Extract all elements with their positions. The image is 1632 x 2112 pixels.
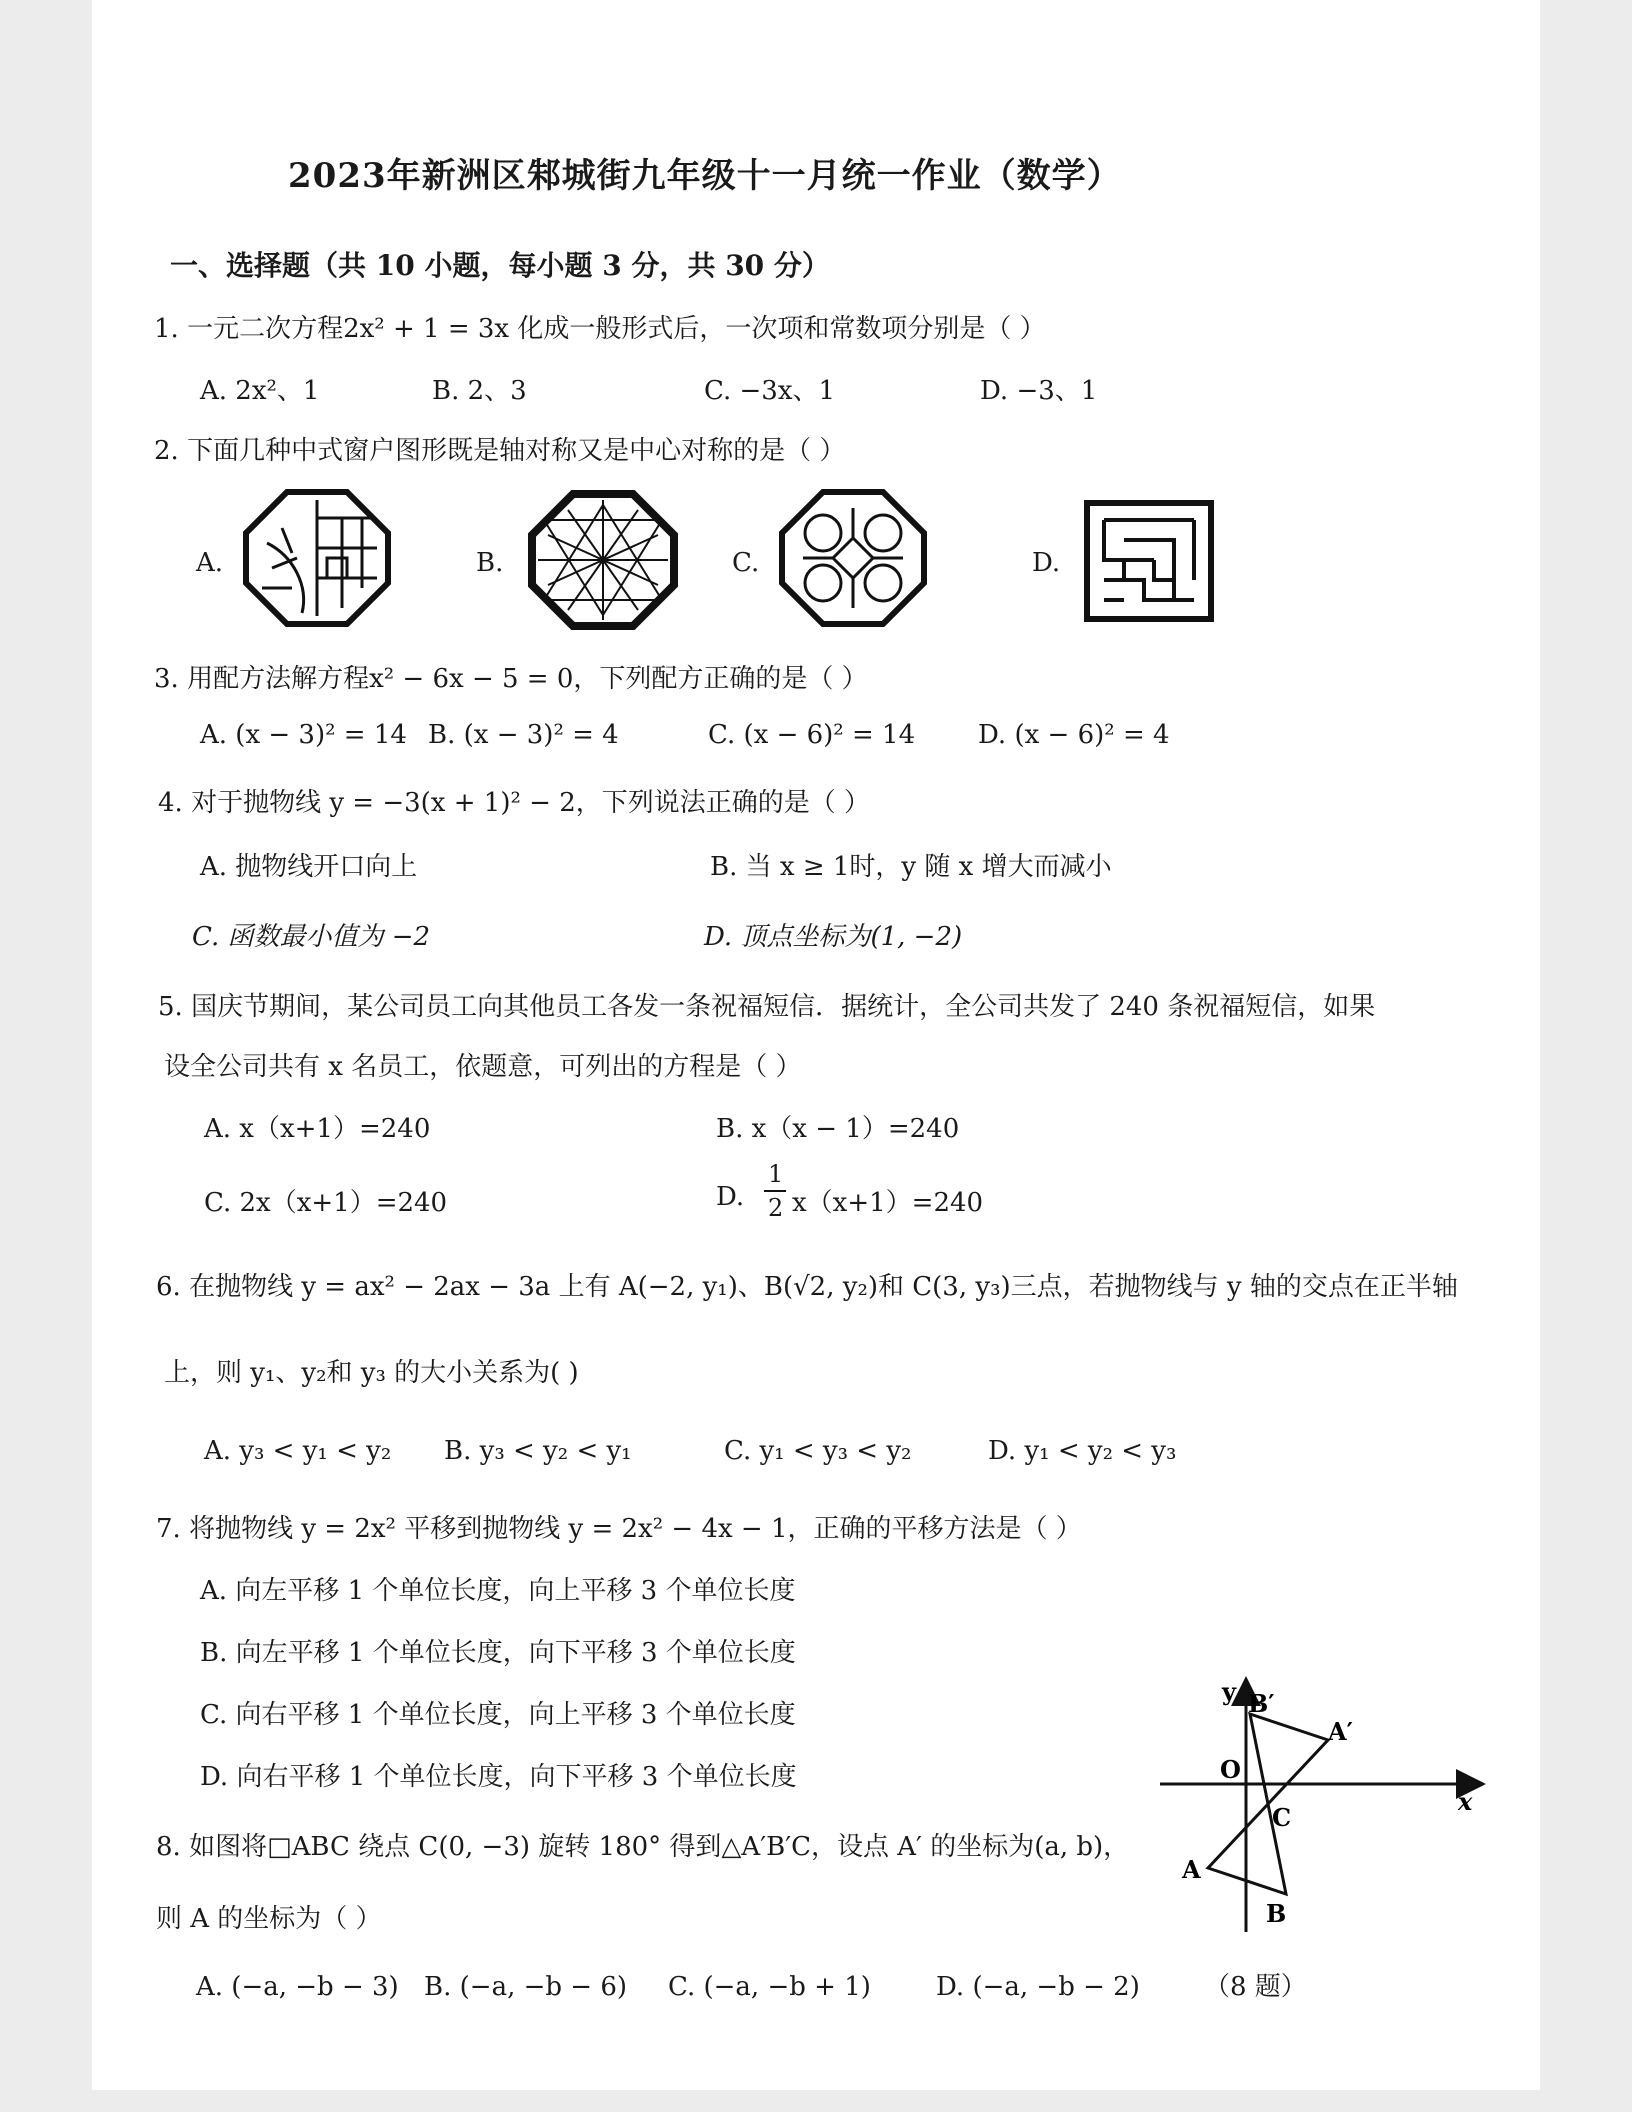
- label-a: A: [1182, 1855, 1201, 1884]
- question-6-option-a: A. y₃ < y₁ < y₂: [204, 1436, 392, 1466]
- window-c-figure: [778, 488, 928, 628]
- window-b-figure: [528, 490, 678, 630]
- page-title: 2023年新洲区邾城街九年级十一月统一作业（数学）: [288, 156, 1122, 196]
- section-heading: 一、选择题（共 10 小题，每小题 3 分，共 30 分）: [170, 249, 830, 282]
- question-7-option-c: C. 向右平移 1 个单位长度，向上平移 3 个单位长度: [200, 1700, 796, 1730]
- question-3-option-a: A. (x − 3)² = 14: [200, 720, 407, 750]
- question-8-option-b: B. (−a, −b − 6): [424, 1972, 628, 2002]
- question-4-option-d: D. 顶点坐标为(1, −2): [704, 922, 963, 952]
- question-5-fraction-numerator: 1: [768, 1160, 784, 1188]
- question-8-stem: 8. 如图将□ABC 绕点 C(0, −3) 旋转 180° 得到△A′B′C，设点 A′ 的坐标为(a, b)，: [156, 1832, 1130, 1862]
- question-1-stem: 1. 一元二次方程2x² + 1 = 3x 化成一般形式后，一次项和常数项分别是（ ）: [154, 314, 1046, 344]
- question-1-option-d: D. −3、1: [980, 376, 1098, 406]
- question-3-option-b: B. (x − 3)² = 4: [428, 720, 619, 750]
- triangle-a-prime-b-prime-c: [1250, 1714, 1328, 1804]
- question-2-option-a: A.: [196, 548, 224, 578]
- question-8-option-d: D. (−a, −b − 2): [936, 1972, 1140, 2002]
- question-6-stem: 6. 在抛物线 y = ax² − 2ax − 3a 上有 A(−2, y₁)、B(√2, y₂)和 C(3, y₃)三点，若抛物线与 y 轴的交点在正半轴: [156, 1272, 1458, 1302]
- question-5-fraction-denominator: 2: [768, 1194, 784, 1222]
- question-5-stem-line2: 设全公司共有 x 名员工，依题意，可列出的方程是（ ）: [164, 1052, 802, 1082]
- label-b: B: [1266, 1899, 1287, 1928]
- question-3-option-d: D. (x − 6)² = 4: [978, 720, 1170, 750]
- question-6-option-d: D. y₁ < y₂ < y₃: [988, 1436, 1177, 1466]
- question-8-option-c: C. (−a, −b + 1): [668, 1972, 871, 2002]
- question-4-option-c: C. 函数最小值为 −2: [192, 922, 431, 952]
- figure-8-caption: （8 题）: [1204, 1972, 1307, 2002]
- question-6-option-c: C. y₁ < y₃ < y₂: [724, 1436, 912, 1466]
- question-8-stem-line2: 则 A 的坐标为（ ）: [156, 1904, 382, 1934]
- question-3-option-c: C. (x − 6)² = 14: [708, 720, 916, 750]
- window-d-figure: [1084, 500, 1214, 622]
- window-a-figure: [242, 488, 392, 628]
- worksheet-page: [92, 0, 1540, 2090]
- question-1-option-b: B. 2、3: [432, 376, 527, 406]
- label-y: y: [1222, 1677, 1236, 1706]
- question-5-fraction-bar: [764, 1190, 786, 1192]
- question-8-figure: [1152, 1676, 1492, 1946]
- question-2-option-d: D.: [1032, 548, 1061, 578]
- label-x: x: [1458, 1787, 1473, 1816]
- question-7-option-a: A. 向左平移 1 个单位长度，向上平移 3 个单位长度: [200, 1576, 796, 1606]
- question-5-option-d: D.: [716, 1182, 745, 1212]
- label-b-prime: B′: [1248, 1689, 1275, 1718]
- question-7-option-d: D. 向右平移 1 个单位长度，向下平移 3 个单位长度: [200, 1762, 797, 1792]
- question-8-option-a: A. (−a, −b − 3): [196, 1972, 399, 2002]
- question-3-stem: 3. 用配方法解方程x² − 6x − 5 = 0，下列配方正确的是（ ）: [154, 664, 868, 694]
- label-a-prime: A′: [1328, 1717, 1353, 1746]
- question-5-stem: 5. 国庆节期间，某公司员工向其他员工各发一条祝福短信．据统计，全公司共发了 240 条祝福短信，如果: [158, 992, 1376, 1022]
- question-7-option-b: B. 向左平移 1 个单位长度，向下平移 3 个单位长度: [200, 1638, 796, 1668]
- question-4-option-b: B. 当 x ≥ 1时，y 随 x 增大而减小: [710, 852, 1112, 882]
- question-5-option-c: C. 2x（x+1）=240: [204, 1188, 448, 1218]
- question-7-stem: 7. 将抛物线 y = 2x² 平移到抛物线 y = 2x² − 4x − 1，正确的平移方法是（ ）: [156, 1514, 1082, 1544]
- label-o: O: [1220, 1755, 1241, 1784]
- question-2-option-b: B.: [476, 548, 504, 578]
- question-2-stem: 2. 下面几种中式窗户图形既是轴对称又是中心对称的是（ ）: [154, 436, 846, 466]
- label-c: C: [1272, 1803, 1292, 1832]
- question-4-option-a: A. 抛物线开口向上: [200, 852, 418, 882]
- question-5-option-b: B. x（x − 1）=240: [716, 1114, 960, 1144]
- question-2-option-c: C.: [732, 548, 760, 578]
- question-1-option-a: A. 2x²、1: [200, 376, 320, 406]
- question-1-option-c: C. −3x、1: [704, 376, 836, 406]
- question-4-stem: 4. 对于抛物线 y = −3(x + 1)² − 2，下列说法正确的是（ ）: [158, 788, 871, 818]
- question-6-option-b: B. y₃ < y₂ < y₁: [444, 1436, 632, 1466]
- question-5-option-d-text: x（x+1）=240: [792, 1188, 984, 1218]
- question-6-stem-line2: 上，则 y₁、y₂和 y₃ 的大小关系为( ): [164, 1358, 579, 1388]
- question-5-option-a: A. x（x+1）=240: [204, 1114, 431, 1144]
